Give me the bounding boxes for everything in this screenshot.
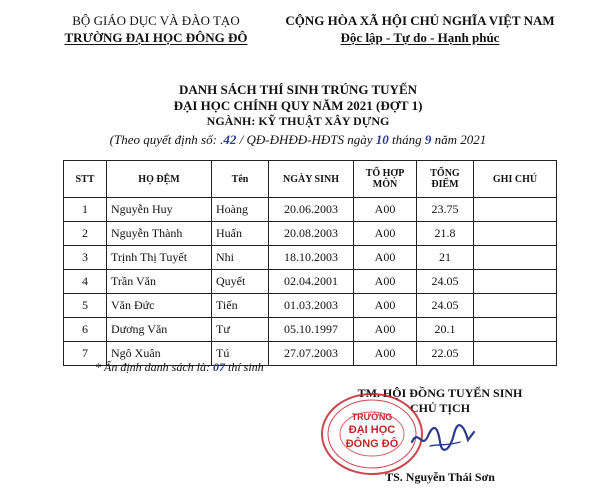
table-row bbox=[64, 246, 557, 270]
note-count: 07 bbox=[213, 360, 225, 374]
note-suffix: thí sinh bbox=[228, 360, 264, 374]
cell-ten: Quyết bbox=[212, 270, 269, 294]
cell-ngay-sinh: 18.10.2003 bbox=[269, 246, 354, 270]
cell-ghi-chu bbox=[474, 222, 557, 246]
chair-title: CHỦ TỊCH bbox=[409, 401, 471, 415]
cell-to-hop: A00 bbox=[354, 270, 417, 294]
stamp-line-3: ĐÔNG ĐÔ bbox=[345, 438, 399, 450]
country-name: CỘNG HÒA XÃ HỘI CHỦ NGHĨA VIỆT NAM bbox=[285, 13, 555, 28]
col-ghi-chu: GHI CHÚ bbox=[474, 161, 557, 198]
cell-ngay-sinh: 05.10.1997 bbox=[269, 318, 354, 342]
cell-ghi-chu bbox=[474, 318, 557, 342]
cell-to-hop: A00 bbox=[354, 294, 417, 318]
cell-ho-dem: Dương Văn bbox=[107, 318, 212, 342]
cell-ten: Hoàng bbox=[212, 198, 269, 222]
list-note bbox=[95, 360, 264, 375]
national-header bbox=[272, 12, 568, 46]
cell-ho-dem: Nguyễn Thành bbox=[107, 222, 212, 246]
cell-stt: 6 bbox=[64, 318, 107, 342]
table-row bbox=[64, 222, 557, 246]
cell-to-hop: A00 bbox=[354, 198, 417, 222]
cell-ghi-chu bbox=[474, 246, 557, 270]
note-text: * Ấn định danh sách là: bbox=[95, 360, 210, 374]
cell-ho-dem: Trần Văn bbox=[107, 270, 212, 294]
table-row bbox=[64, 270, 557, 294]
cell-stt: 7 bbox=[64, 342, 107, 366]
cell-tong-diem: 24.05 bbox=[417, 294, 474, 318]
cell-ghi-chu bbox=[474, 270, 557, 294]
cell-stt: 3 bbox=[64, 246, 107, 270]
ministry-name: BỘ GIÁO DỤC VÀ ĐÀO TẠO bbox=[72, 13, 240, 28]
stamp-line-2: ĐẠI HỌC bbox=[348, 424, 396, 436]
cell-tong-diem: 21.8 bbox=[417, 222, 474, 246]
cell-stt: 2 bbox=[64, 222, 107, 246]
cell-ten: Tú bbox=[212, 342, 269, 366]
cell-to-hop: A00 bbox=[354, 318, 417, 342]
cell-ghi-chu bbox=[474, 342, 557, 366]
decision-reference bbox=[0, 132, 596, 148]
handwritten-signature bbox=[408, 420, 478, 454]
cell-tong-diem: 23.75 bbox=[417, 198, 474, 222]
decision-prefix: (Theo quyết định số: . bbox=[109, 132, 224, 147]
decision-day: 10 bbox=[375, 132, 389, 147]
col-stt: STT bbox=[64, 161, 107, 198]
cell-ho-dem: Nguyễn Huy bbox=[107, 198, 212, 222]
stamp-line-1: TRƯỜNG bbox=[351, 412, 393, 422]
decision-middle: / QĐ-ĐHĐĐ-HĐTS ngày bbox=[239, 132, 373, 147]
cell-stt: 5 bbox=[64, 294, 107, 318]
col-ngay-sinh: NGÀY SINH bbox=[269, 161, 354, 198]
cell-to-hop: A00 bbox=[354, 246, 417, 270]
table-header-row bbox=[64, 161, 557, 198]
col-ho-dem: HỌ ĐỆM bbox=[107, 161, 212, 198]
table-row bbox=[64, 318, 557, 342]
cell-tong-diem: 21 bbox=[417, 246, 474, 270]
cell-ngay-sinh: 20.06.2003 bbox=[269, 198, 354, 222]
col-to-hop: TỔ HỢP MÔN bbox=[354, 161, 417, 198]
cell-ho-dem: Trịnh Thị Tuyết bbox=[107, 246, 212, 270]
signature-scribble-icon bbox=[408, 420, 478, 454]
school-name: TRƯỜNG ĐẠI HỌC ĐÔNG ĐÔ bbox=[64, 30, 248, 45]
candidate-table bbox=[63, 160, 557, 366]
cell-stt: 4 bbox=[64, 270, 107, 294]
cell-ten: Nhi bbox=[212, 246, 269, 270]
signer-name: TS. Nguyễn Thái Sơn bbox=[385, 470, 495, 484]
cell-ten: Tiến bbox=[212, 294, 269, 318]
title-line-2: ĐẠI HỌC CHÍNH QUY NĂM 2021 (ĐỢT 1) bbox=[173, 98, 423, 113]
table-row bbox=[64, 294, 557, 318]
cell-ngay-sinh: 27.07.2003 bbox=[269, 342, 354, 366]
council-title: TM. HỘI ĐỒNG TUYỂN SINH bbox=[357, 386, 523, 400]
cell-tong-diem: 20.1 bbox=[417, 318, 474, 342]
decision-month-label: tháng bbox=[392, 132, 422, 147]
col-tong-diem: TỔNG ĐIỂM bbox=[417, 161, 474, 198]
national-motto: Độc lập - Tự do - Hạnh phúc bbox=[340, 30, 500, 45]
col-ten: Tên bbox=[212, 161, 269, 198]
cell-ten: Tư bbox=[212, 318, 269, 342]
cell-tong-diem: 24.05 bbox=[417, 270, 474, 294]
decision-month: 9 bbox=[424, 132, 432, 147]
cell-to-hop: A00 bbox=[354, 222, 417, 246]
cell-ho-dem: Văn Đức bbox=[107, 294, 212, 318]
cell-ho-dem: Ngô Xuân bbox=[107, 342, 212, 366]
cell-ghi-chu bbox=[474, 294, 557, 318]
cell-ngay-sinh: 20.08.2003 bbox=[269, 222, 354, 246]
cell-ngay-sinh: 01.03.2003 bbox=[269, 294, 354, 318]
cell-tong-diem: 22.05 bbox=[417, 342, 474, 366]
issuer-header bbox=[36, 12, 276, 46]
cell-ngay-sinh: 02.04.2001 bbox=[269, 270, 354, 294]
cell-ghi-chu bbox=[474, 198, 557, 222]
cell-ten: Huấn bbox=[212, 222, 269, 246]
document-title bbox=[0, 82, 596, 129]
title-line-1: DANH SÁCH THÍ SINH TRÚNG TUYỂN bbox=[178, 82, 418, 97]
decision-number: 42 bbox=[223, 132, 237, 147]
cell-to-hop: A00 bbox=[354, 342, 417, 366]
decision-year: năm 2021 bbox=[434, 132, 487, 147]
cell-stt: 1 bbox=[64, 198, 107, 222]
major-line: NGÀNH: KỸ THUẬT XÂY DỰNG bbox=[206, 114, 390, 128]
table-row bbox=[64, 198, 557, 222]
